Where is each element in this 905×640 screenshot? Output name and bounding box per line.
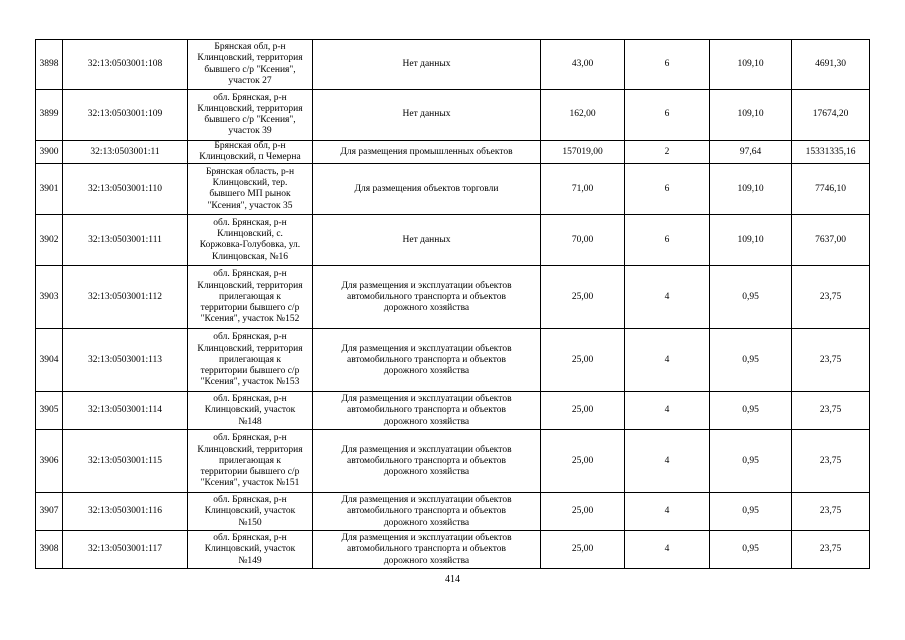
address-line: Клинцовский, территория — [197, 53, 303, 64]
cadastral-number-cell: 32:13:0503001:117 — [63, 531, 188, 569]
address-line: №150 — [238, 517, 262, 528]
address-line: Коржовка-Голубовка, ул. — [199, 240, 301, 251]
address-line: "Ксения", участок 35 — [207, 200, 293, 211]
address-cell — [188, 531, 313, 569]
table-row — [36, 266, 870, 329]
group-cell: 4 — [625, 392, 710, 430]
area-cell: 25,00 — [541, 493, 625, 531]
rate-cell: 109,10 — [710, 90, 792, 141]
address-line: территории бывшего с/р — [200, 366, 300, 376]
address-line: прилегающая к — [219, 455, 281, 466]
group-cell: 4 — [625, 266, 710, 329]
land-use-line: дорожного хозяйства — [383, 517, 470, 528]
land-use-line: автомобильного транспорта и объектов — [347, 291, 506, 302]
land-use-line: Для размещения и эксплуатации объектов — [341, 394, 512, 405]
land-use-cell — [313, 430, 541, 493]
land-use-line: автомобильного транспорта и объектов — [347, 455, 506, 466]
land-use-cell — [313, 266, 541, 329]
group-cell: 2 — [625, 141, 710, 164]
address-line: Клинцовский, территория — [197, 343, 303, 354]
row-number-cell: 3900 — [36, 141, 63, 164]
address-line: "Ксения", участок №153 — [200, 377, 300, 388]
land-use-line: автомобильного транспорта и объектов — [347, 544, 506, 555]
cadastral-number-cell: 32:13:0503001:109 — [63, 90, 188, 141]
land-use-line: Для размещения и эксплуатации объектов — [341, 343, 512, 354]
cadastral-value-cell: 17674,20 — [792, 90, 870, 141]
address-cell — [188, 493, 313, 531]
cadastral-number-cell: 32:13:0503001:11 — [63, 141, 188, 164]
land-use-line: Для размещения и эксплуатации объектов — [341, 280, 512, 291]
address-line: Клинцовский, территория — [197, 444, 303, 455]
cadastral-number-cell: 32:13:0503001:110 — [63, 164, 188, 215]
land-use-line: Нет данных — [402, 58, 451, 69]
land-use-cell — [313, 40, 541, 90]
table-row — [36, 329, 870, 392]
address-line: территории бывшего с/р — [200, 303, 300, 313]
address-cell — [188, 266, 313, 329]
land-use-cell — [313, 215, 541, 266]
area-cell: 162,00 — [541, 90, 625, 141]
address-line: обл. Брянская, р-н — [213, 495, 287, 506]
cadastral-value-cell: 7637,00 — [792, 215, 870, 266]
row-number-cell: 3902 — [36, 215, 63, 266]
group-cell: 6 — [625, 40, 710, 90]
cadastral-number-cell: 32:13:0503001:113 — [63, 329, 188, 392]
address-line: Клинцовский, территория — [197, 280, 303, 291]
land-use-cell — [313, 531, 541, 569]
row-number-cell: 3905 — [36, 392, 63, 430]
table-row — [36, 531, 870, 569]
address-line: Клинцовский, участок — [204, 544, 296, 555]
area-cell: 25,00 — [541, 329, 625, 392]
address-line: Клинцовский, п Чемерна — [199, 152, 301, 163]
cadastral-value-cell: 23,75 — [792, 493, 870, 531]
address-line: бывшего с/р "Ксения", — [204, 64, 296, 75]
address-line: Клинцовский, с. — [217, 229, 283, 240]
land-use-line: дорожного хозяйства — [383, 416, 470, 427]
cadastral-value-cell: 15331335,16 — [792, 141, 870, 164]
address-line: Клинцовская, №16 — [211, 251, 289, 262]
address-line: бывшего с/р "Ксения", — [204, 115, 296, 125]
land-use-cell — [313, 141, 541, 164]
address-line: обл. Брянская, р-н — [213, 433, 287, 444]
row-number-cell: 3901 — [36, 164, 63, 215]
row-number-cell: 3906 — [36, 430, 63, 493]
cadastral-number-cell: 32:13:0503001:116 — [63, 493, 188, 531]
group-cell: 4 — [625, 493, 710, 531]
land-use-line: Для размещения и эксплуатации объектов — [341, 533, 512, 544]
cadastral-number-cell: 32:13:0503001:108 — [63, 40, 188, 90]
table-row — [36, 392, 870, 430]
row-number-cell: 3898 — [36, 40, 63, 90]
land-use-line: дорожного хозяйства — [383, 467, 470, 477]
land-use-cell — [313, 90, 541, 141]
table-row — [36, 493, 870, 531]
land-use-cell — [313, 329, 541, 392]
group-cell: 6 — [625, 215, 710, 266]
row-number-cell: 3904 — [36, 329, 63, 392]
table-body — [36, 40, 870, 569]
land-use-line: автомобильного транспорта и объектов — [347, 354, 506, 365]
address-cell — [188, 40, 313, 90]
land-use-line: Для размещения промышленных объектов — [340, 146, 513, 157]
land-use-cell — [313, 493, 541, 531]
address-cell — [188, 430, 313, 493]
row-number-cell: 3903 — [36, 266, 63, 329]
group-cell: 4 — [625, 329, 710, 392]
address-line: участок 27 — [228, 75, 272, 86]
table-row — [36, 164, 870, 215]
cadastral-table — [35, 39, 870, 569]
address-line: №149 — [238, 555, 262, 566]
cadastral-value-cell: 7746,10 — [792, 164, 870, 215]
area-cell: 70,00 — [541, 215, 625, 266]
address-line: "Ксения", участок №152 — [200, 314, 300, 325]
area-cell: 43,00 — [541, 40, 625, 90]
area-cell: 25,00 — [541, 392, 625, 430]
rate-cell: 109,10 — [710, 164, 792, 215]
address-line: Клинцовский, территория — [197, 103, 303, 114]
address-cell — [188, 329, 313, 392]
table-row — [36, 141, 870, 164]
land-use-line: Нет данных — [402, 234, 451, 245]
row-number-cell: 3899 — [36, 90, 63, 141]
address-line: обл. Брянская, р-н — [213, 533, 287, 544]
row-number-cell: 3908 — [36, 531, 63, 569]
area-cell: 71,00 — [541, 164, 625, 215]
address-line: Брянская область, р-н — [205, 167, 295, 177]
rate-cell: 0,95 — [710, 531, 792, 569]
area-cell: 25,00 — [541, 430, 625, 493]
cadastral-value-cell: 23,75 — [792, 266, 870, 329]
address-line: №148 — [238, 416, 262, 427]
address-cell — [188, 392, 313, 430]
address-line: Брянская обл, р-н — [214, 141, 286, 151]
table-row — [36, 40, 870, 90]
rate-cell: 109,10 — [710, 215, 792, 266]
cadastral-value-cell: 23,75 — [792, 392, 870, 430]
address-line: Клинцовский, тер. — [212, 178, 288, 189]
cadastral-value-cell: 4691,30 — [792, 40, 870, 90]
area-cell: 157019,00 — [541, 141, 625, 164]
address-line: территории бывшего с/р — [200, 467, 300, 477]
rate-cell: 0,95 — [710, 266, 792, 329]
area-cell: 25,00 — [541, 531, 625, 569]
address-line: прилегающая к — [219, 291, 281, 302]
group-cell: 6 — [625, 164, 710, 215]
address-line: бывшего МП рынок — [209, 189, 291, 200]
table-row — [36, 215, 870, 266]
address-cell — [188, 215, 313, 266]
cadastral-value-cell: 23,75 — [792, 430, 870, 493]
address-line: обл. Брянская, р-н — [213, 394, 287, 405]
land-use-line: Для размещения и эксплуатации объектов — [341, 495, 512, 506]
table-row — [36, 430, 870, 493]
land-use-line: дорожного хозяйства — [383, 555, 470, 566]
address-line: прилегающая к — [219, 354, 281, 365]
cadastral-value-cell: 23,75 — [792, 329, 870, 392]
address-line: Клинцовский, участок — [204, 506, 296, 517]
land-use-cell — [313, 164, 541, 215]
cadastral-number-cell: 32:13:0503001:115 — [63, 430, 188, 493]
address-cell — [188, 164, 313, 215]
address-cell — [188, 141, 313, 164]
row-number-cell: 3907 — [36, 493, 63, 531]
rate-cell: 0,95 — [710, 329, 792, 392]
address-line: обл. Брянская, р-н — [213, 269, 287, 280]
group-cell: 6 — [625, 90, 710, 141]
land-use-line: автомобильного транспорта и объектов — [347, 506, 506, 517]
address-line: обл. Брянская, р-н — [213, 332, 287, 343]
rate-cell: 109,10 — [710, 40, 792, 90]
land-use-line: дорожного хозяйства — [383, 366, 470, 376]
address-line: "Ксения", участок №151 — [200, 478, 300, 489]
address-line: обл. Брянская, р-н — [213, 218, 287, 228]
cadastral-number-cell: 32:13:0503001:114 — [63, 392, 188, 430]
rate-cell: 0,95 — [710, 430, 792, 493]
table-row — [36, 90, 870, 141]
rate-cell: 0,95 — [710, 493, 792, 531]
land-use-line: Нет данных — [402, 109, 451, 120]
area-cell: 25,00 — [541, 266, 625, 329]
cadastral-value-cell: 23,75 — [792, 531, 870, 569]
land-use-line: Для размещения объектов торговли — [354, 183, 499, 194]
rate-cell: 0,95 — [710, 392, 792, 430]
address-line: обл. Брянская, р-н — [213, 92, 287, 103]
land-use-line: Для размещения и эксплуатации объектов — [341, 444, 512, 455]
land-use-line: дорожного хозяйства — [383, 303, 470, 313]
address-line: Клинцовский, участок — [204, 405, 296, 416]
cadastral-number-cell: 32:13:0503001:112 — [63, 266, 188, 329]
group-cell: 4 — [625, 430, 710, 493]
land-use-cell — [313, 392, 541, 430]
address-cell — [188, 90, 313, 141]
cadastral-number-cell: 32:13:0503001:111 — [63, 215, 188, 266]
group-cell: 4 — [625, 531, 710, 569]
page-number: 414 — [445, 574, 460, 585]
land-use-line: автомобильного транспорта и объектов — [347, 405, 506, 416]
rate-cell: 97,64 — [710, 141, 792, 164]
address-line: участок 39 — [228, 126, 272, 137]
address-line: Брянская обл, р-н — [214, 42, 286, 53]
